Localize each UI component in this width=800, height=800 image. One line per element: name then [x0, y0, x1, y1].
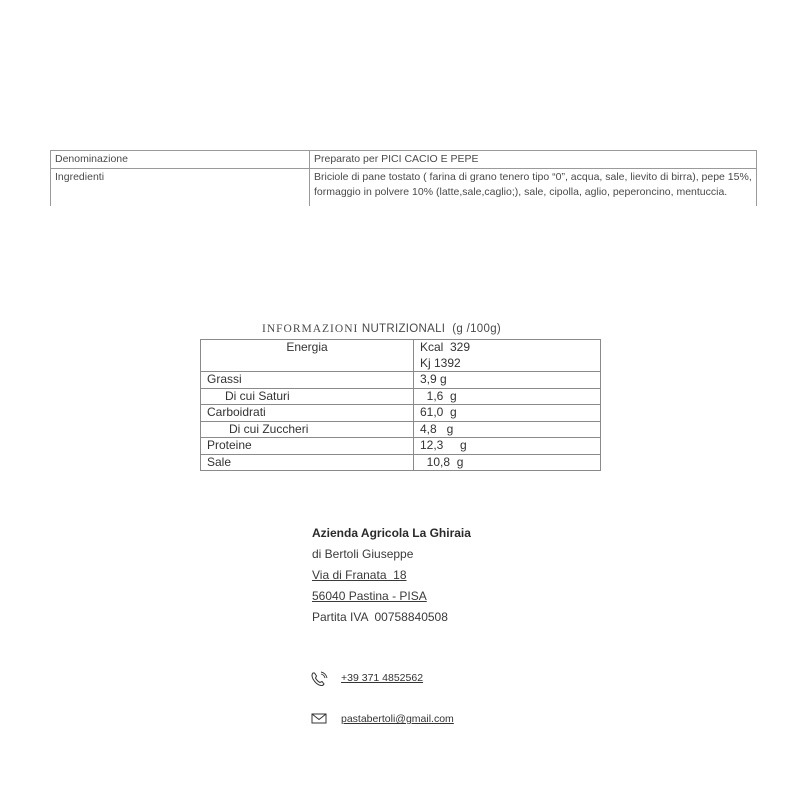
company-owner: di Bertoli Giuseppe [312, 547, 414, 561]
nutrition-title-part2: NUTRIZIONALI (g /100g) [358, 323, 502, 335]
phone-contact[interactable] [310, 671, 423, 685]
nutrition-label: Di cui Saturi [201, 388, 414, 405]
nutrition-row-carboidrati [201, 405, 601, 422]
company-name: Azienda Agricola La Ghiraia [312, 526, 471, 540]
phone-icon [310, 671, 330, 685]
phone-link[interactable]: +39 371 4852562 [341, 672, 424, 684]
nutrition-value-kj: Kj 1392 [420, 355, 461, 370]
company-city[interactable]: 56040 Pastina - PISA [312, 589, 427, 603]
product-table [50, 150, 757, 206]
company-street[interactable]: Via di Franata 18 [312, 568, 407, 582]
nutrition-row-saturi [201, 388, 601, 405]
email-contact[interactable] [310, 712, 454, 726]
product-label: Ingredienti [51, 169, 310, 207]
product-value: Preparato per PICI CACIO E PEPE [310, 151, 757, 169]
product-row-ingredienti [51, 169, 757, 207]
company-vat: Partita IVA 00758840508 [312, 610, 448, 624]
email-link[interactable]: pastabertoli@gmail.com [341, 713, 454, 725]
nutrition-value-kcal: Kcal 329 [420, 340, 471, 354]
nutrition-row-zuccheri [201, 421, 601, 438]
nutrition-value: 61,0 g [414, 405, 601, 422]
product-label: Denominazione [51, 151, 310, 169]
product-row-denominazione [51, 151, 757, 169]
company-info [312, 523, 471, 628]
nutrition-label: Proteine [201, 438, 414, 455]
nutrition-label: Di cui Zuccheri [201, 421, 414, 438]
nutrition-value: 4,8 g [414, 421, 601, 438]
nutrition-label: Grassi [201, 372, 414, 389]
envelope-icon [310, 712, 330, 726]
nutrition-table [200, 339, 601, 471]
nutrition-value: 3,9 g [414, 372, 601, 389]
nutrition-label: Carboidrati [201, 405, 414, 422]
nutrition-label: Sale [201, 454, 414, 471]
nutrition-row-sale [201, 454, 601, 471]
nutrition-row-proteine [201, 438, 601, 455]
nutrition-value: 10,8 g [414, 454, 601, 471]
nutrition-row-energia [201, 340, 601, 372]
nutrition-row-grassi [201, 372, 601, 389]
nutrition-label: Energia [201, 340, 414, 372]
nutrition-value [414, 340, 601, 372]
nutrition-value: 1,6 g [414, 388, 601, 405]
nutrition-title [262, 323, 501, 335]
product-value: Briciole di pane tostato ( farina di grano tenero tipo “0”, acqua, sale, lievito di birra), pepe 15%, formaggio in polvere 10% (latte,sale,caglio;), sale, cipolla, aglio, peperoncino, mentuccia. [310, 169, 757, 207]
nutrition-title-part1: INFORMAZIONI [262, 323, 359, 335]
product-table-container [50, 150, 760, 210]
nutrition-value: 12,3 g [414, 438, 601, 455]
